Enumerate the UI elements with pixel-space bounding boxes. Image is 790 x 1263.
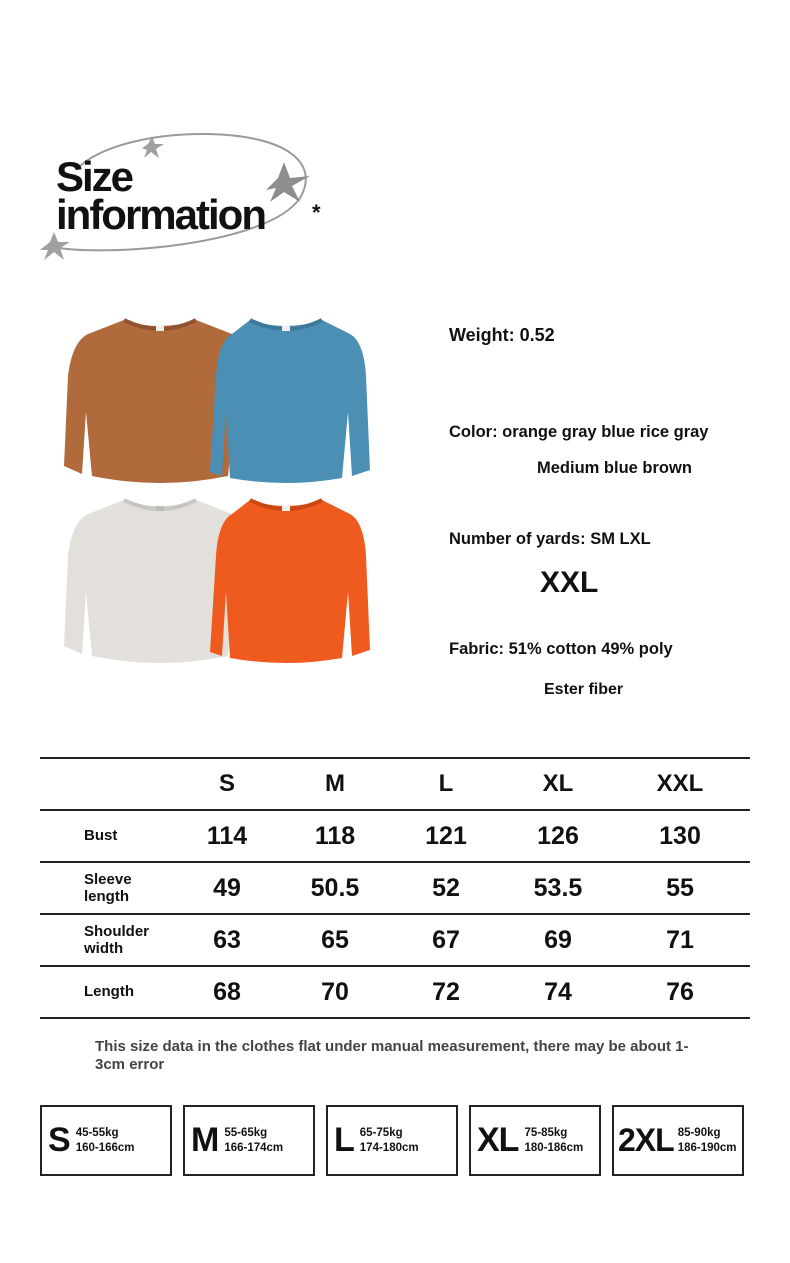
spec-yards-line1: Number of yards: SM LXL <box>449 530 651 548</box>
title-asterisk: * <box>312 200 321 225</box>
table-cell: 68 <box>170 966 284 1018</box>
table-row <box>40 862 750 914</box>
table-cell: 74 <box>506 966 610 1018</box>
spec-color-line2: Medium blue brown <box>537 459 692 477</box>
table-header-cell: S <box>170 758 284 810</box>
size-chart-table <box>40 757 750 1019</box>
size-box-label: M <box>191 1121 219 1159</box>
table-cell: 114 <box>170 810 284 862</box>
table-cell: 50.5 <box>284 862 386 914</box>
size-box-s <box>40 1105 172 1176</box>
table-cell: 55 <box>610 862 750 914</box>
table-cell: 63 <box>170 914 284 966</box>
size-box-info: 85-90kg 186-190cm <box>677 1126 737 1154</box>
table-cell: 126 <box>506 810 610 862</box>
table-header-cell: XL <box>506 758 610 810</box>
spec-weight: Weight: 0.52 <box>449 325 555 345</box>
size-box-m <box>183 1105 315 1176</box>
spec-fabric-line1: Fabric: 51% cotton 49% poly <box>449 640 673 658</box>
table-header-cell: L <box>386 758 506 810</box>
table-header-cell: M <box>284 758 386 810</box>
spec-color-line1: Color: orange gray blue rice gray <box>449 423 709 441</box>
table-cell: 67 <box>386 914 506 966</box>
sweater-orange <box>210 496 372 668</box>
row-label: Bust <box>40 810 170 862</box>
table-row <box>40 810 750 862</box>
spec-yards-line2: XXL <box>540 566 599 599</box>
spec-fabric-line2: Ester fiber <box>544 681 624 698</box>
sweater-blue <box>210 316 372 488</box>
table-cell: 69 <box>506 914 610 966</box>
size-box-label: 2XL <box>618 1122 674 1158</box>
size-box-info: 65-75kg 174-180cm <box>359 1126 419 1154</box>
size-box-l <box>326 1105 458 1176</box>
table-row <box>40 914 750 966</box>
table-cell: 71 <box>610 914 750 966</box>
size-box-info: 45-55kg 160-166cm <box>75 1126 135 1154</box>
size-box-info: 55-65kg 166-174cm <box>224 1126 284 1154</box>
size-box-xl <box>469 1105 601 1176</box>
size-box-label: S <box>48 1121 70 1159</box>
table-cell: 72 <box>386 966 506 1018</box>
table-cell: 52 <box>386 862 506 914</box>
table-cell: 65 <box>284 914 386 966</box>
table-header-row <box>40 758 750 810</box>
size-box-2xl <box>612 1105 744 1176</box>
table-row <box>40 966 750 1018</box>
table-cell: 53.5 <box>506 862 610 914</box>
title-line-size: Size <box>56 153 133 200</box>
size-box-label: XL <box>477 1121 519 1159</box>
table-cell: 49 <box>170 862 284 914</box>
size-information-logo <box>38 128 338 268</box>
table-cell: 121 <box>386 810 506 862</box>
row-label: Length <box>40 966 170 1018</box>
table-cell: 130 <box>610 810 750 862</box>
row-label: Shoulder width <box>40 914 170 966</box>
measurement-note: This size data in the clothes flat under manual measurement, there may be about 1-3cm error <box>95 1038 689 1073</box>
table-header-cell: XXL <box>610 758 750 810</box>
size-box-label: L <box>334 1121 354 1159</box>
title-line-information: information <box>56 191 265 238</box>
row-label: Sleeve length <box>40 862 170 914</box>
table-cell: 70 <box>284 966 386 1018</box>
table-header-blank <box>40 758 170 810</box>
size-box-info: 75-85kg 180-186cm <box>524 1126 584 1154</box>
table-cell: 118 <box>284 810 386 862</box>
table-cell: 76 <box>610 966 750 1018</box>
